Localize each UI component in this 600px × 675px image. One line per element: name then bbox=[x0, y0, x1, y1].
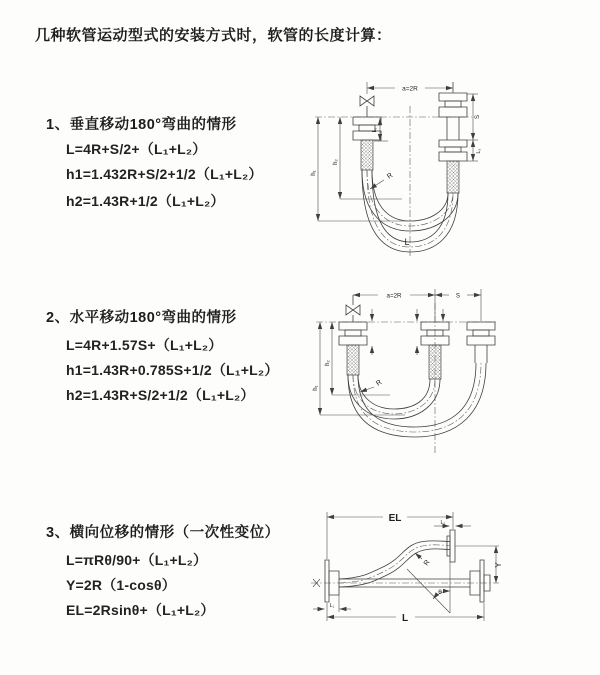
dim-label-a2r: a=2R bbox=[402, 85, 418, 93]
dim-label-y: Y bbox=[494, 562, 503, 568]
dim-el bbox=[327, 512, 453, 559]
dim-label-h2: h₂ bbox=[333, 159, 339, 165]
radius-callout bbox=[360, 379, 383, 392]
right-flange-upper bbox=[439, 82, 467, 140]
left-flange bbox=[325, 560, 339, 602]
section-2-formula-L: L=4R+1.57S+（L₁+L₂） bbox=[66, 337, 223, 353]
dim-s bbox=[435, 293, 481, 300]
dim-y bbox=[455, 546, 503, 583]
dim-label-s: S bbox=[455, 292, 461, 300]
upper-flange bbox=[447, 530, 455, 562]
dim-label-a2r: a=2R bbox=[386, 292, 402, 300]
centerlines bbox=[316, 303, 496, 455]
angle-theta bbox=[407, 562, 450, 613]
right-flange bbox=[470, 560, 490, 602]
dim-label-l2: L₂ bbox=[476, 148, 482, 154]
dim-l2 bbox=[434, 520, 471, 526]
section-1-formula-h2: h2=1.43R+1/2（L₁+L₂） bbox=[66, 193, 225, 209]
section-3-heading: 3、横向位移的情形（一次性变位） bbox=[46, 525, 280, 541]
left-flange bbox=[353, 117, 381, 170]
section-1-heading: 1、垂直移动180°弯曲的情形 bbox=[46, 117, 237, 133]
angle-label: θ bbox=[438, 589, 442, 596]
dim-l bbox=[327, 603, 484, 624]
right-flange bbox=[467, 322, 495, 363]
radius-callout bbox=[370, 172, 394, 189]
radius-callout bbox=[415, 553, 432, 567]
dim-label-l: L bbox=[401, 613, 409, 624]
section-3-formula-Y: Y=2R（1-cosθ） bbox=[66, 577, 176, 593]
radius-label: R bbox=[422, 558, 432, 568]
dim-a2r bbox=[367, 82, 453, 94]
diagram-horizontal-180-bend bbox=[310, 283, 600, 463]
radius-label: R bbox=[375, 379, 384, 388]
section-1-formula-L: L=4R+S/2+（L₁+L₂） bbox=[66, 141, 207, 157]
section-2-formula-h1: h1=1.43R+0.785S+1/2（L₁+L₂） bbox=[66, 362, 279, 378]
dim-label-el: EL bbox=[388, 513, 402, 524]
dim-l1 bbox=[372, 118, 388, 141]
section-2-formula-h2: h2=1.43R+S/2+1/2（L₁+L₂） bbox=[66, 387, 255, 403]
section-3-formula-L: L=πRθ/90+（L₁+L₂） bbox=[66, 552, 208, 568]
section-3-formula-EL: EL=2Rsinθ+（L₁+L₂） bbox=[66, 602, 215, 618]
valve-icon bbox=[346, 295, 360, 322]
dim-l2 bbox=[473, 140, 482, 161]
length-label: L bbox=[404, 237, 410, 247]
page-title: 几种软管运动型式的安装方式时，软管的长度计算： bbox=[35, 27, 392, 44]
right-flange-lower bbox=[439, 140, 467, 193]
dim-label-h1: h₁ bbox=[311, 170, 317, 176]
valve-icon bbox=[360, 96, 374, 117]
dim-label-l2: L₂ bbox=[440, 520, 446, 526]
dim-label-l1: L₁ bbox=[329, 603, 335, 609]
dim-label-l1: L₁ bbox=[372, 127, 378, 133]
dim-l1 bbox=[313, 595, 351, 612]
dim-label-s: S bbox=[475, 114, 481, 120]
dim-h1 bbox=[311, 117, 408, 221]
dim-label-h2: h₂ bbox=[325, 360, 331, 366]
diagram-lateral-displacement bbox=[303, 502, 600, 644]
dim-label-h1: h₁ bbox=[313, 385, 319, 391]
diagram-vertical-180-bend bbox=[310, 78, 600, 262]
section-1-formula-h1: h1=1.432R+S/2+1/2（L₁+L₂） bbox=[66, 166, 263, 182]
section-2-heading: 2、水平移动180°弯曲的情形 bbox=[46, 310, 237, 326]
hose-s-curve bbox=[339, 541, 450, 587]
hose-position-1 bbox=[348, 375, 440, 419]
radius-label: R bbox=[386, 172, 395, 181]
left-flange bbox=[339, 322, 367, 375]
